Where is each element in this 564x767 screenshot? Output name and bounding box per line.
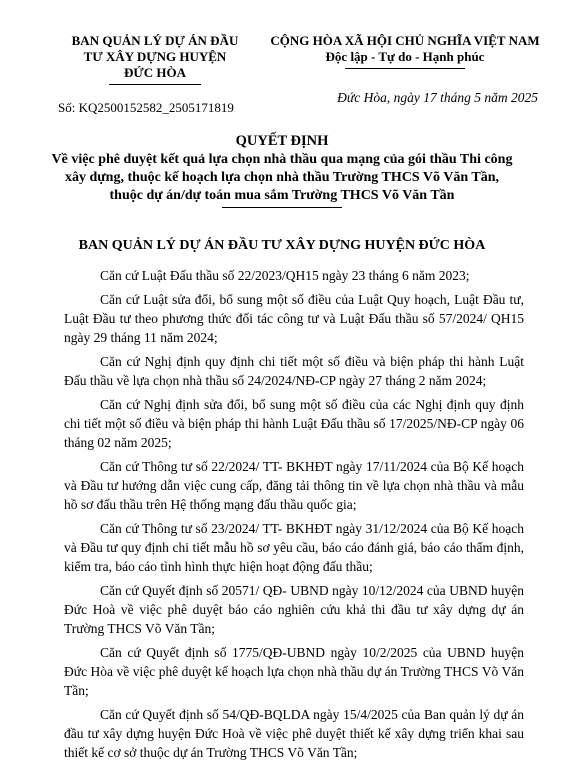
title-underline <box>222 207 342 208</box>
decision-title-block <box>50 132 514 208</box>
agency-underline <box>109 84 201 85</box>
national-motto: Độc lập - Tự do - Hạnh phúc <box>325 49 485 64</box>
legal-basis-paragraph: Căn cứ Quyết định số 54/QĐ-BQLDA ngày 15/4/2025 của Ban quản lý dự án đầu tư xây dựng huyện Đức Hoà về việc phê duyệt thiết kế xây dựng triển khai sau thiết kế cơ sở thuộc dự án Trường THCS Võ Văn Tần; <box>64 707 524 760</box>
legal-basis-paragraph: Căn cứ Luật Đấu thầu số 22/2023/QH15 ngày 23 tháng 6 năm 2023; <box>100 268 470 283</box>
legal-basis-paragraph: Căn cứ Luật sửa đổi, bổ sung một số điều của Luật Quy hoạch, Luật Đầu tư, Luật Đầu tư theo phương thức đối tác công tư và Luật Đấu thầu số 57/2024/ QH15 ngày 29 tháng 11 năm 2024; <box>64 292 524 345</box>
motto-underline <box>345 68 465 69</box>
legal-basis-paragraph: Căn cứ Thông tư số 23/2024/ TT- BKHĐT ngày 31/12/2024 của Bộ Kế hoạch và Đầu tư quy định chi tiết mẫu hồ sơ yêu cầu, báo cáo đánh giá, báo cáo thẩm định, kiểm tra, báo cáo tình hình thực hiện hoạt động đấu thầu; <box>64 521 524 574</box>
legal-basis-paragraph: Căn cứ Nghị định quy định chi tiết một số điều và biện pháp thi hành Luật Đấu thầu về lựa chọn nhà thầu số 24/2024/NĐ-CP ngày 27 tháng 2 năm 2024; <box>64 354 524 388</box>
issuing-agency <box>50 33 260 85</box>
national-heading <box>262 33 548 69</box>
date-place: Đức Hòa, ngày 17 tháng 5 năm 2025 <box>337 90 538 105</box>
legal-basis-paragraph: Căn cứ Quyết định số 1775/QĐ-UBND ngày 10/2/2025 của UBND huyện Đức Hòa về việc phê duyệt kế hoạch lựa chọn nhà thầu dự án Trường THCS Võ Văn Tần; <box>64 645 524 698</box>
nation-name: CỘNG HÒA XÃ HỘI CHỦ NGHĨA VIỆT NAM <box>270 33 540 48</box>
agency-line: BAN QUẢN LÝ DỰ ÁN ĐẦU <box>71 33 239 48</box>
legal-basis-paragraph: Căn cứ Thông tư số 22/2024/ TT- BKHĐT ngày 17/11/2024 của Bộ Kế hoạch và Đầu tư hướng dẫn việc cung cấp, đăng tải thông tin về lựa chọn nhà thầu và mẫu hồ sơ đấu thầu trên Hệ thống mạng đấu thầu quốc gia; <box>64 459 524 512</box>
document-body <box>64 266 524 767</box>
agency-line: ĐỨC HÒA <box>124 65 186 80</box>
decision-subject: Về việc phê duyệt kết quả lựa chọn nhà thầu qua mạng của gói thầu Thi công xây dựng, thuộc kế hoạch lựa chọn nhà thầu Trường THCS Võ Văn Tần, thuộc dự án/dự toán mua sắm Trường THCS Võ Văn Tần <box>51 152 513 203</box>
document-number: Số: KQ2500152582_2505171819 <box>58 100 234 115</box>
legal-basis-paragraph: Căn cứ Quyết định số 20571/ QĐ- UBND ngày 10/12/2024 của UBND huyện Đức Hoà về việc phê duyệt báo cáo nghiên cứu khả thi đầu tư xây dựng dự án Trường THCS Võ Văn Tần; <box>64 583 524 636</box>
agency-line: TƯ XÂY DỰNG HUYỆN <box>83 49 227 64</box>
legal-basis-paragraph: Căn cứ Nghị định sửa đổi, bổ sung một số điều của các Nghị định quy định chi tiết một số điều và biện pháp thi hành Luật Đấu thầu số 17/2025/NĐ-CP ngày 06 tháng 02 năm 2025; <box>64 397 524 450</box>
decision-title: QUYẾT ĐỊNH <box>235 133 329 149</box>
issuing-authority: BAN QUẢN LÝ DỰ ÁN ĐẦU TƯ XÂY DỰNG HUYỆN ĐỨC HÒA <box>78 238 486 253</box>
